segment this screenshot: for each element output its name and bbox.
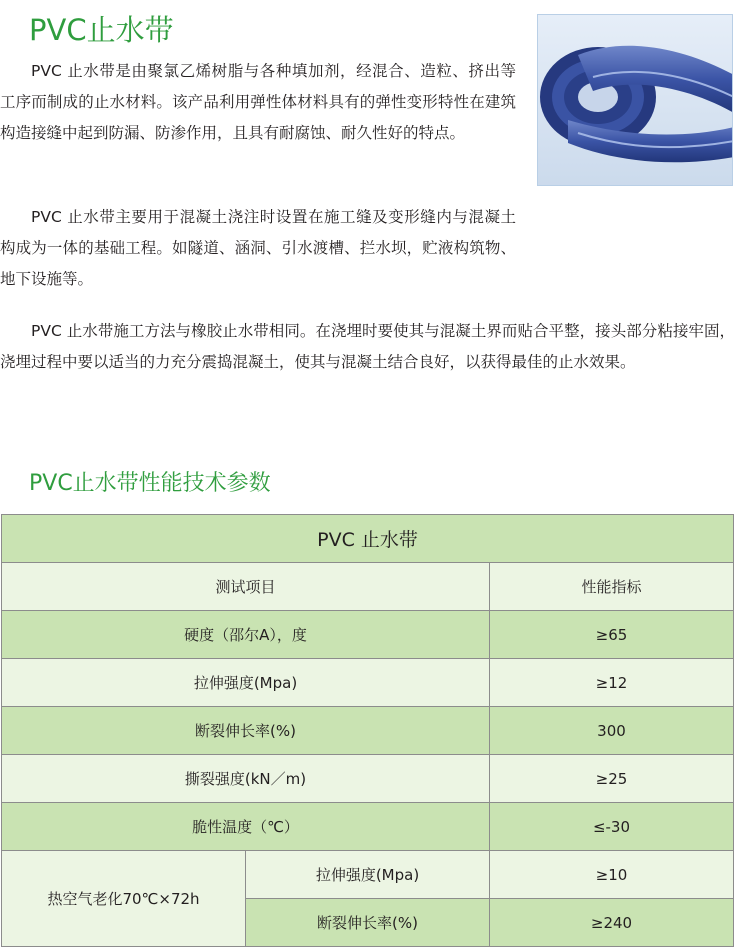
row-value: ≥25 bbox=[490, 755, 734, 803]
row-value: ≥10 bbox=[490, 851, 734, 899]
row-value: ≤-30 bbox=[490, 803, 734, 851]
table-row bbox=[2, 611, 734, 659]
table-row bbox=[2, 851, 734, 899]
row-value: ≥12 bbox=[490, 659, 734, 707]
table-row bbox=[2, 659, 734, 707]
row-item: 断裂伸长率(%) bbox=[246, 899, 490, 947]
row-value: ≥240 bbox=[490, 899, 734, 947]
product-photo bbox=[537, 14, 733, 186]
row-item: 拉伸强度(Mpa) bbox=[246, 851, 490, 899]
row-item: 硬度（邵尔A），度 bbox=[2, 611, 490, 659]
row-item: 拉伸强度(Mpa) bbox=[2, 659, 490, 707]
page-title: PVC止水带 bbox=[29, 13, 174, 47]
group-label: 热空气老化70℃×72h bbox=[2, 851, 246, 947]
table-row bbox=[2, 803, 734, 851]
row-value: ≥65 bbox=[490, 611, 734, 659]
row-item: 脆性温度（℃） bbox=[2, 803, 490, 851]
table-row bbox=[2, 707, 734, 755]
row-value: 300 bbox=[490, 707, 734, 755]
construction-paragraph: PVC 止水带施工方法与橡胶止水带相同。在浇埋时要使其与混凝土界而贴合平整，接头部分粘接牢固，浇埋过程中要以适当的力充分震捣混凝土，使其与混凝土结合良好，以获得最佳的止水效果。 bbox=[0, 322, 735, 371]
column-header-value: 性能指标 bbox=[490, 563, 734, 611]
table-row bbox=[2, 755, 734, 803]
usage-paragraph: PVC 止水带主要用于混凝土浇注时设置在施工缝及变形缝内与混凝土构成为一体的基础工程。如隧道、涵洞、引水渡槽、拦水坝，贮液构筑物、地下设施等。 bbox=[0, 208, 516, 288]
column-header-item: 测试项目 bbox=[2, 563, 490, 611]
table-caption: PVC 止水带 bbox=[2, 515, 734, 563]
intro-paragraph: PVC 止水带是由聚氯乙烯树脂与各种填加剂，经混合、造粒、挤出等工序而制成的止水材料。该产品利用弹性体材料具有的弹性变形特性在建筑构造接缝中起到防漏、防渗作用，且具有耐腐蚀、耐久性好的特点。 bbox=[0, 62, 516, 142]
table-header-row bbox=[2, 563, 734, 611]
spec-table bbox=[1, 514, 734, 947]
section-title: PVC止水带性能技术参数 bbox=[29, 471, 271, 496]
row-item: 断裂伸长率(%) bbox=[2, 707, 490, 755]
table-caption-row bbox=[2, 515, 734, 563]
row-item: 撕裂强度(kN／m) bbox=[2, 755, 490, 803]
